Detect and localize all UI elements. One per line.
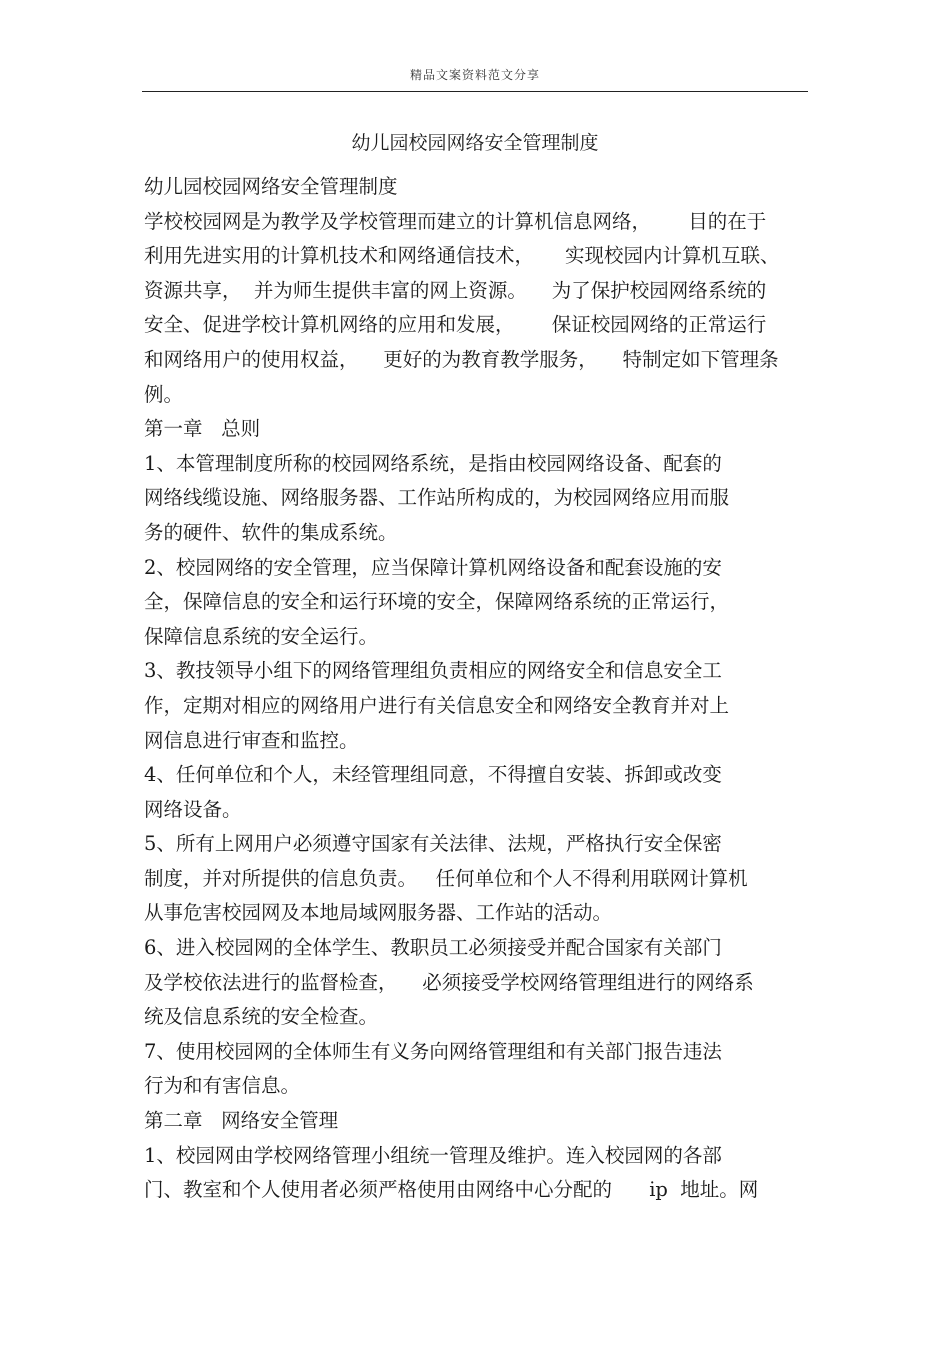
document-body (144, 170, 814, 1208)
body-line: 网络设备。 (144, 797, 242, 821)
body-line: 3、教技领导小组下的网络管理组负责相应的网络安全和信息安全工 (144, 659, 722, 683)
body-line: 7、使用校园网的全体师生有义务向网络管理组和有关部门报告违法 (144, 1039, 722, 1063)
body-line: 行为和有害信息。 (144, 1074, 301, 1098)
body-line: 5、所有上网用户必须遵守国家有关法律、法规，严格执行安全保密 (144, 832, 722, 856)
body-line: 保障信息系统的安全运行。 (144, 624, 379, 648)
body-line: 制度，并对所提供的信息负责。 任何单位和个人不得利用联网计算机 (144, 866, 748, 890)
body-line: 资源共享， 并为师生提供丰富的网上资源。 为了保护校园网络系统的 (144, 278, 767, 302)
body-line: 学校校园网是为教学及学校管理而建立的计算机信息网络， 目的在于 (144, 209, 767, 233)
body-line: 和网络用户的使用权益， 更好的为教育教学服务， 特制定如下管理条 (144, 347, 779, 371)
body-line: 网信息进行审查和监控。 (144, 728, 359, 752)
body-line: 幼儿园校园网络安全管理制度 (144, 175, 398, 198)
body-line: 务的硬件、软件的集成系统。 (144, 520, 398, 544)
body-line: 2、校园网络的安全管理，应当保障计算机网络设备和配套设施的安 (144, 555, 722, 579)
body-line: 安全、促进学校计算机网络的应用和发展， 保证校园网络的正常运行 (144, 313, 767, 337)
body-line: 门、教室和个人使用者必须严格使用由网络中心分配的 ip 地址。网 (144, 1178, 759, 1202)
body-line: 从事危害校园网及本地局域网服务器、工作站的活动。 (144, 901, 613, 925)
page-header: 精品文案资料范文分享 (409, 68, 540, 82)
document-title: 幼儿园校园网络安全管理制度 (351, 132, 599, 154)
body-line: 及学校依法进行的监督检查， 必须接受学校网络管理组进行的网络系 (144, 970, 754, 994)
body-line: 例。 (144, 382, 184, 406)
body-line: 网络线缆设施、网络服务器、工作站所构成的，为校园网络应用而服 (144, 486, 730, 510)
body-line: 4、任何单位和个人，未经管理组同意，不得擅自安装、拆卸或改变 (144, 763, 722, 787)
body-line: 1、校园网由学校网络管理小组统一管理及维护。连入校园网的各部 (144, 1143, 722, 1167)
body-line: 1、本管理制度所称的校园网络系统，是指由校园网络设备、配套的 (144, 451, 722, 475)
body-line: 统及信息系统的安全检查。 (144, 1005, 379, 1029)
body-line: 作，定期对相应的网络用户进行有关信息安全和网络安全教育并对上 (144, 693, 730, 717)
body-line: 6、进入校园网的全体学生、教职员工必须接受并配合国家有关部门 (144, 936, 722, 960)
body-line: 全，保障信息的安全和运行环境的安全，保障网络系统的正常运行， (144, 590, 730, 614)
header-rule (142, 91, 808, 92)
chapter-heading: 第二章 网络安全管理 (144, 1109, 339, 1133)
chapter-heading: 第一章 总则 (144, 417, 261, 441)
body-line: 利用先进实用的计算机技术和网络通信技术， 实现校园内计算机互联、 (144, 244, 780, 268)
